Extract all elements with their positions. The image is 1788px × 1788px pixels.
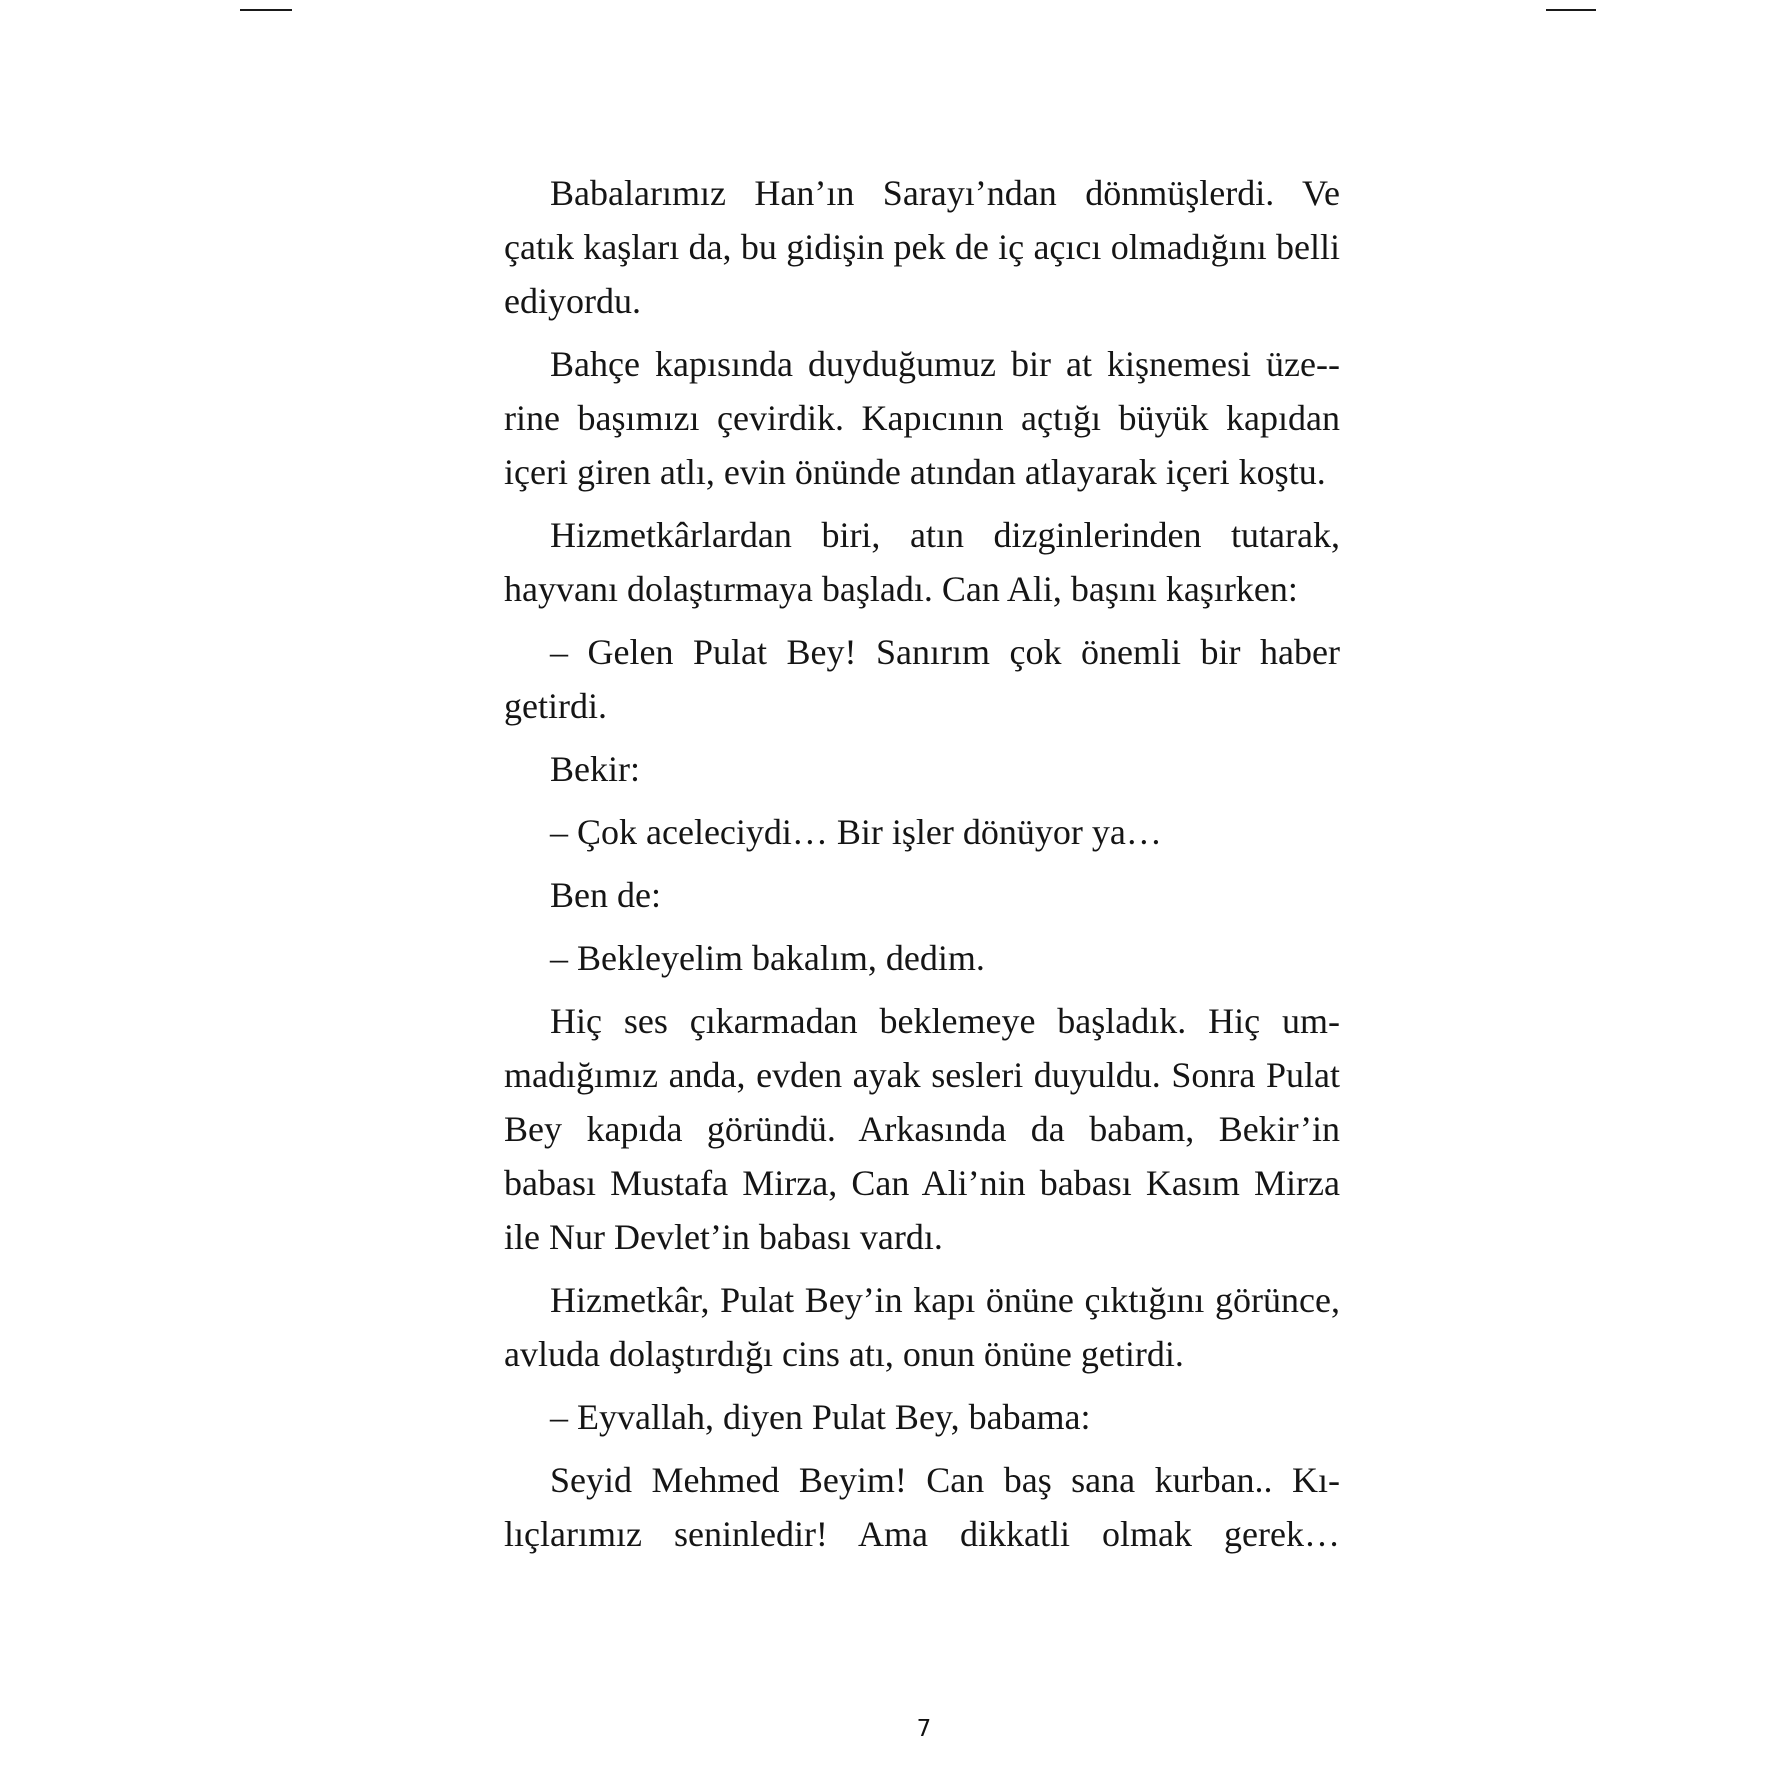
speaker-line: Bekir:	[550, 749, 640, 789]
dialogue-line: – Bekleyelim bakalım, dedim.	[550, 938, 985, 978]
crop-mark-left	[240, 9, 292, 11]
speaker-line: Ben de:	[550, 875, 661, 915]
page-number: 7	[916, 1716, 932, 1742]
dialogue-line: – Eyvallah, diyen Pulat Bey, babama:	[550, 1397, 1091, 1437]
paragraph: Babalarımız Han’ın Sarayı’ndan dönmüşlerdi. Ve çatık kaşları da, bu gidişin pek de iç açıcı olmadığını belli ediyordu.	[504, 173, 1340, 321]
paragraph: Hiç ses çıkarmadan beklemeye başladık. Hiç ummadığımız anda, evden ayak sesleri duyuldu. Sonra Pulat Bey kapıda göründü. Arkasında da babam, Bekir’in babası Mustafa Mirza, Can Ali’nin babası Kasım Mirza ile Nur Devlet’in babası vardı.	[504, 1001, 1340, 1257]
crop-mark-right	[1546, 9, 1596, 11]
dialogue-line: – Gelen Pulat Bey! Sanırım çok önemli bir haber getirdi.	[504, 632, 1340, 726]
paragraph: Hizmetkâr, Pulat Bey’in kapı önüne çıktığını görünce, avluda dolaştırdığı cins atı, onun önüne getirdi.	[504, 1280, 1340, 1374]
paragraph: Hizmetkârlardan biri, atın dizginlerinden tutarak, hayvanı dolaştırmaya başladı. Can Ali, başını kaşırken:	[504, 515, 1340, 609]
paragraph: Seyid Mehmed Beyim! Can baş sana kurban.. Kılıçlarımız seninledir! Ama dikkatli olmak gerek…	[504, 1460, 1340, 1554]
page-body	[504, 166, 1340, 1570]
paragraph: Bahçe kapısında duyduğumuz bir at kişnemesi üze-rine başımızı çevirdik. Kapıcının açtığı büyük kapıdan içeri giren atlı, evin önünde atından atlayarak içeri koştu.	[504, 344, 1340, 492]
dialogue-line: – Çok aceleciydi… Bir işler dönüyor ya…	[550, 812, 1162, 852]
